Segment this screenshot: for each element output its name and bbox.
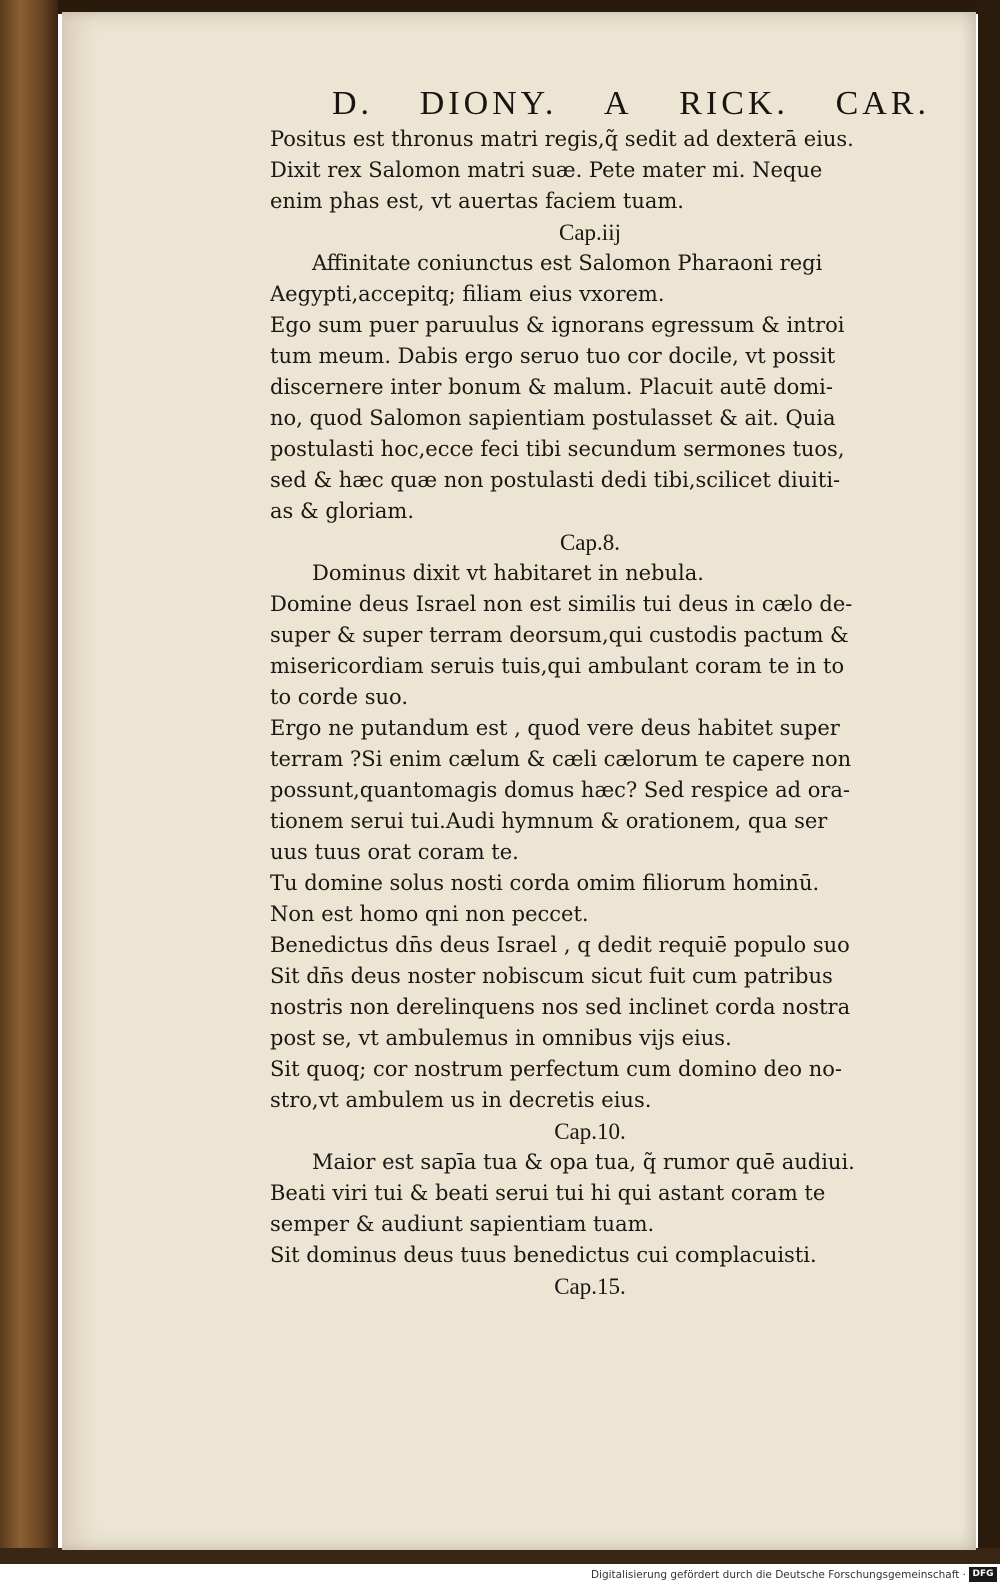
text-line: Sit dominus deus tuus benedictus cui complacuisti.	[270, 1243, 817, 1267]
text-line: sed & hæc quæ non postulasti dedi tibi,scilicet diuiti-	[270, 468, 841, 492]
running-head-part: RICK.	[679, 85, 789, 122]
text-line: enim phas est, vt auertas faciem tuam.	[270, 189, 684, 213]
text-line: Affinitate coniunctus est Salomon Pharaoni regi	[312, 251, 823, 275]
text-line: post se, vt ambulemus in omnibus vijs eius.	[270, 1026, 732, 1050]
text-line: Non est homo qni non peccet.	[270, 902, 589, 926]
text-block	[270, 84, 950, 1302]
text-line: misericordiam seruis tuis,qui ambulant coram te in to	[270, 654, 845, 678]
text-line: possunt,quantomagis domus hæc? Sed respice ad ora-	[270, 778, 851, 802]
running-head-part: DIONY.	[419, 85, 558, 122]
text-line: postulasti hoc,ecce feci tibi secundum sermones tuos,	[270, 437, 845, 461]
text-line: Sit quoq; cor nostrum perfectum cum domino deo no-	[270, 1057, 842, 1081]
chapter-heading: Cap.iij	[559, 220, 621, 245]
text-line: to corde suo.	[270, 685, 408, 709]
text-line: Aegypti,accepitq; filiam eius vxorem.	[270, 282, 665, 306]
text-line: Dominus dixit vt habitaret in nebula.	[312, 561, 704, 585]
text-line: Sit dn̄s deus noster nobiscum sicut fuit cum patribus	[270, 964, 833, 988]
text-line: Beati viri tui & beati serui tui hi qui astant coram te	[270, 1181, 826, 1205]
text-line: Ego sum puer paruulus & ignorans egressum & introi	[270, 313, 845, 337]
dfg-logo-icon: DFG	[969, 1567, 997, 1582]
cover-board-left	[0, 0, 58, 1560]
text-line: semper & audiunt sapientiam tuam.	[270, 1212, 655, 1236]
text-line: Maior est sapīa tua & opa tua, q̃ rumor quē audiui.	[312, 1150, 855, 1174]
cover-board-bottom	[0, 1548, 1000, 1564]
text-line: Domine deus Israel non est similis tui deus in cælo de-	[270, 592, 853, 616]
text-line: no, quod Salomon sapientiam postulasset & ait. Quia	[270, 406, 836, 430]
running-head-part: A	[604, 85, 633, 122]
text-line: discernere inter bonum & malum. Placuit autē domi-	[270, 375, 833, 399]
text-line: Benedictus dn̄s deus Israel , q dedit requiē populo suo	[270, 933, 850, 957]
cover-board-right	[978, 0, 1000, 1564]
chapter-heading: Cap.8.	[559, 530, 621, 555]
chapter-heading: Cap.15.	[554, 1274, 626, 1299]
chapter-heading: Cap.10.	[554, 1119, 626, 1144]
text-line: stro,vt ambulem us in decretis eius.	[270, 1088, 652, 1112]
text-line: Tu domine solus nosti corda omim filiorum hominū.	[270, 871, 820, 895]
text-line: Dixit rex Salomon matri suæ. Pete mater mi. Neque	[270, 158, 823, 182]
running-head-part: CAR.	[835, 85, 930, 122]
text-line: nostris non derelinquens nos sed inclinet corda nostra	[270, 995, 851, 1019]
text-line: tionem serui tui.Audi hymnum & orationem, qua ser	[270, 809, 828, 833]
funding-credit: Digitalisierung gefördert durch die Deutsche Forschungsgemeinschaft ·	[590, 1569, 966, 1581]
text-line: Ergo ne putandum est , quod vere deus habitet super	[270, 716, 840, 740]
text-line: as & gloriam.	[270, 499, 415, 523]
text-line: terram ?Si enim cælum & cæli cælorum te capere non	[270, 747, 852, 771]
running-head	[270, 84, 950, 124]
running-head-part: D.	[332, 85, 374, 122]
text-line: tum meum. Dabis ergo seruo tuo cor docile, vt possit	[270, 344, 836, 368]
text-line: Positus est thronus matri regis,q̃ sedit ad dexterā eius.	[270, 127, 854, 151]
text-lines	[270, 124, 950, 1302]
text-line: super & super terram deorsum,qui custodis pactum &	[270, 623, 849, 647]
text-line: uus tuus orat coram te.	[270, 840, 519, 864]
